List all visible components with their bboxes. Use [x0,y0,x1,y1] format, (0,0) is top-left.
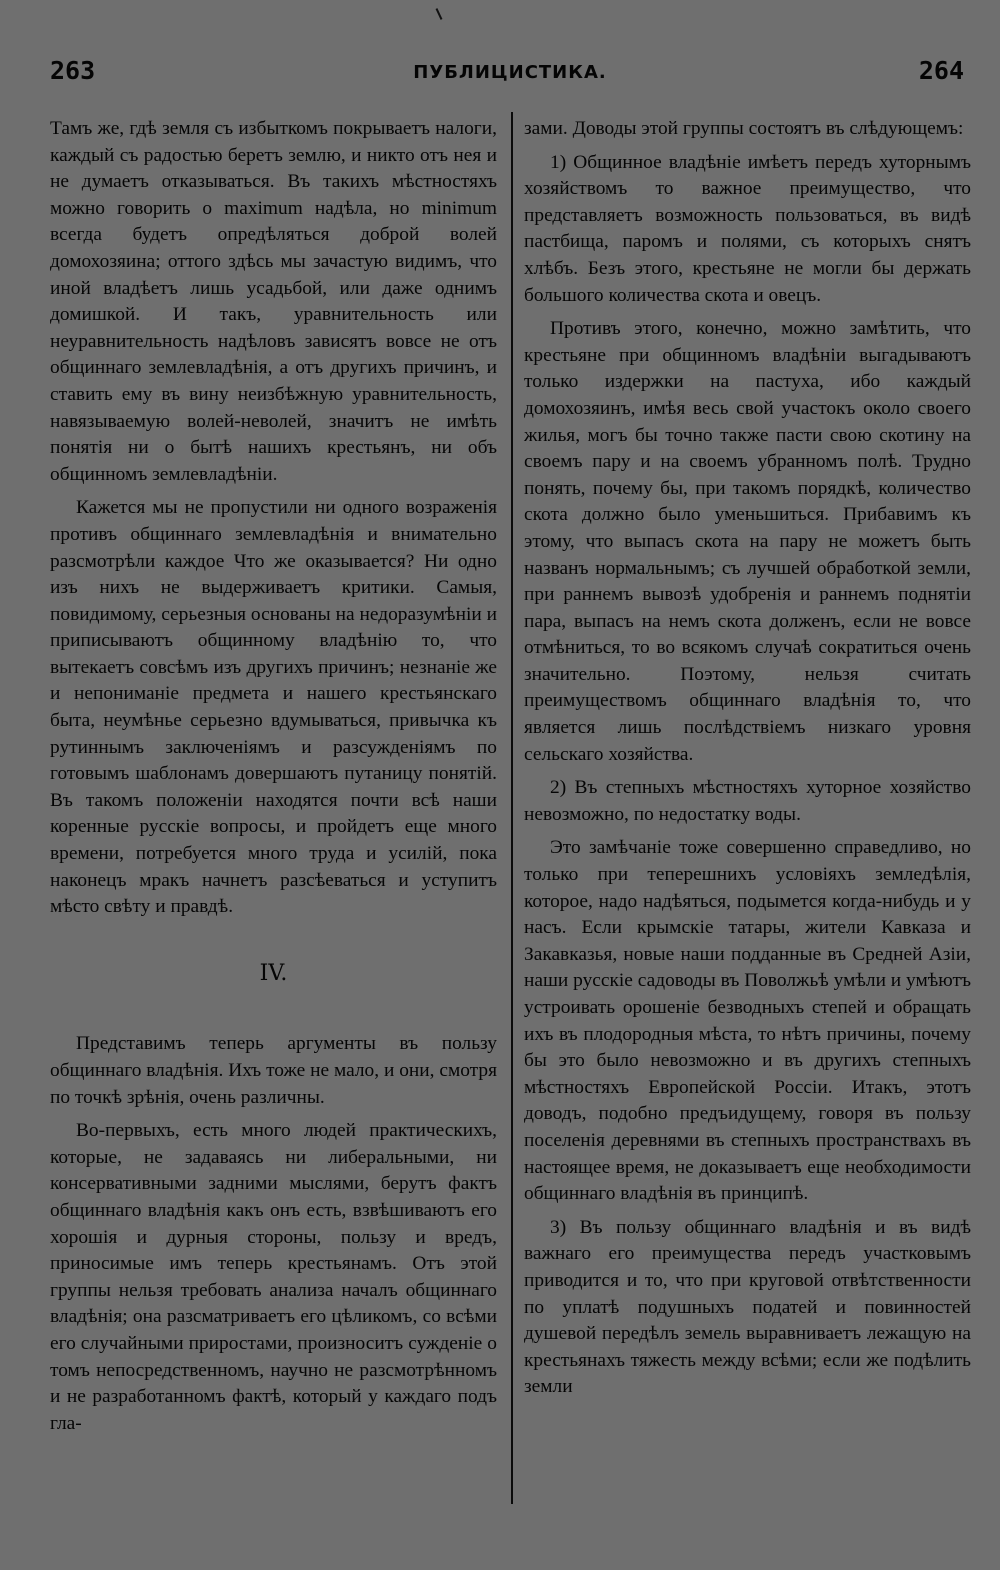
column-divider [511,112,513,1504]
paragraph: Это замѣчаніе тоже совершенно справедливо, но только при теперешнихъ условіяхъ земледѣлія, которое, надо надѣяться, подымется когда-нибудь и у насъ. Если крымскіе татары, жители Кавказа и Закавказья, новые наши подданные въ Средней Азіи, наши русскіе садоводы въ Поволжьѣ умѣли и умѣютъ устроивать орошеніе безводныхъ степей и обращать ихъ въ плодородныя мѣста, то нѣтъ причины, почему бы это было невозможно и въ другихъ степныхъ мѣстностяхъ Европейской Россіи. Итакъ, этотъ доводъ, подобно предъидущему, говоря въ пользу поселенія деревнями въ степныхъ пространствахъ въ настоящее время, не доказываетъ еще необходимости общиннаго владѣнія въ принципѣ. [524,837,971,1205]
scan-mark [436,8,443,20]
page-number-right: 264 [918,56,964,85]
paragraph: зами. Доводы этой группы состоятъ въ слѣдующемъ: [524,118,964,139]
left-column [50,116,497,1444]
page-number-left: 263 [50,56,96,85]
paragraph: Тамъ же, гдѣ земля съ избыткомъ покрываетъ налоги, каждый съ радостью беретъ землю, и никто отъ нея и не думаетъ отказываться. Въ такихъ мѣстностяхъ можно говорить о maximum надѣла, но minimum всегда будетъ опредѣляться доброй волей домохозяина; оттого здѣсь мы зачастую видимъ, что иной владѣетъ лишь усадьбой, или даже однимъ домишкой. И такъ, уравнительность или неуравнительность надѣловъ зависятъ вовсе не отъ общиннаго землевладѣнія, а отъ другихъ причинъ, и ставить ему въ вину неизбѣжную уравнительность, навязываемую волей-неволей, значитъ не имѣть понятія ни о бытѣ нашихъ крестьянъ, ни объ общинномъ землевладѣніи. [50,118,497,485]
paragraph: Кажется мы не пропустили ни одного возраженія противъ общиннаго землевладѣнія и внимательно разсмотрѣли каждое Что же оказывается? Ни одно изъ нихъ не выдерживаетъ критики. Самыя, повидимому, серьезныя основаны на недоразумѣніи и приписываютъ общинному владѣнію то, что вытекаетъ совсѣмъ изъ другихъ причинъ; незнаніе же и непониманіе предмета и нашего крестьянскаго быта, неумѣнье серьезно вдумываться, привычка къ рутиннымъ заключеніямъ и разсужденіямъ по готовымъ шаблонамъ довершаютъ путаницу понятій. Въ такомъ положеніи находятся почти всѣ наши коренные русскіе вопросы, и пройдетъ еще много времени, потребуется много труда и усилій, пока наконецъ мракъ начнетъ разсѣеваться и уступитъ мѣсто свѣту и правдѣ. [50,497,497,918]
paragraph: Во-первыхъ, есть много людей практическихъ, которые, не задаваясь ни либеральными, ни консервативными задними мыслями, берутъ фактъ общиннаго владѣнія какъ онъ есть, взвѣшиваютъ его хорошія и дурныя стороны, пользу и вредъ, приносимые имъ теперь крестьянамъ. Отъ этой группы нельзя требовать анализа началъ общиннаго владѣнія; она разсматриваетъ его цѣликомъ, со всѣми его случайными приростами, произноситъ сужденіе о томъ непосредственномъ, научно не разсмотрѣнномъ и не разработанномъ фактѣ, который у каждаго подъ гла- [50,1120,497,1434]
section-heading: IV. [259,960,288,986]
paragraph: Противъ этого, конечно, можно замѣтить, что крестьяне при общинномъ владѣніи выгадываютъ только издержки на пастуха, ибо каждый домохозяинъ, имѣя весь свой участокъ около своего жилья, могъ бы точно также пасти свою скотину на своемъ пару и на своемъ убранномъ полѣ. Трудно понять, почему бы, при такомъ порядкѣ, количество скота должно было уменьшиться. Прибавимъ къ этому, что выпасъ скота на пару не можетъ быть названъ нормальнымъ; съ лучшей обработкой земли, при раннемъ вывозѣ удобренія и раннемъ поднятіи пара, выпасъ на немъ скота долженъ, если не вовсе отмѣниться, то во всякомъ случаѣ сократиться очень значительно. Поэтому, нельзя считать преимуществомъ общиннаго владѣнія то, что является лишь послѣдствіемъ низкаго уровня сельскаго хозяйства. [524,318,971,765]
paragraph: 1) Общинное владѣніе имѣетъ передъ хуторнымъ хозяйствомъ то важное преимущество, что представляетъ возможность пользоваться, въ видѣ пастбища, паромъ и полями, съ которыхъ снятъ хлѣбъ. Безъ этого, крестьяне не могли бы держать большого количества скота и овецъ. [524,151,971,306]
paragraph: 3) Въ пользу общиннаго владѣнія и въ видѣ важнаго его преимущества передъ участковымъ приводится и то, что при круговой отвѣтственности по уплатѣ подушныхъ податей и повинностей душевой передѣлъ земель выравниваетъ лежащую на крестьянахъ тяжесть между всѣми; если же подѣлить земли [524,1216,971,1398]
running-title: ПУБЛИЦИСТИКА. [413,62,607,83]
paragraph: Представимъ теперь аргументы въ пользу общиннаго владѣнія. Ихъ тоже не мало, и они, смотря по точкѣ зрѣнія, очень различны. [50,1033,497,1108]
right-column [524,116,971,1408]
paragraph: 2) Въ степныхъ мѣстностяхъ хуторное хозяйство невозможно, по недостатку воды. [524,777,971,825]
running-header [50,56,970,92]
